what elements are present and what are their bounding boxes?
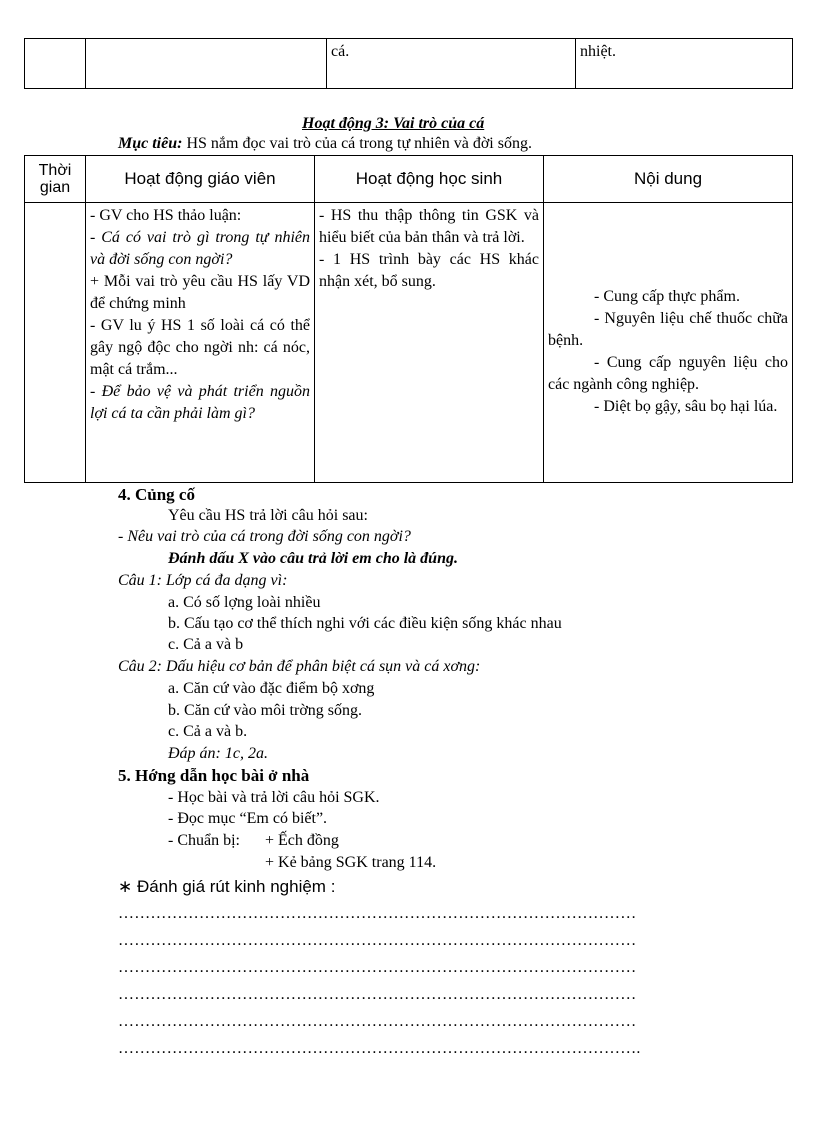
evaluation-heading: ∗ Đánh giá rút kinh nghiệm : — [118, 877, 336, 896]
question-2: Câu 2: Dấu hiệu cơ bản để phân biệt cá sụn và cá xơng: — [118, 658, 481, 675]
evaluation-line: …………………………………………………………………………………… — [118, 986, 637, 1003]
content-line: - Cung cấp nguyên liệu cho các ngành công nghiệp. — [548, 353, 788, 393]
time-cell — [25, 203, 86, 483]
teacher-line: - GV cho HS thảo luận: — [90, 207, 242, 224]
content-line: - Diệt bọ gậy, sâu bọ hại lúa. — [594, 397, 778, 415]
prepare-label: - Chuẩn bị: — [168, 832, 240, 849]
consolidation-instruction: Đánh dấu X vào câu trả lời em cho là đúng. — [168, 550, 458, 567]
homework-item: - Học bài và trả lời câu hỏi SGK. — [168, 789, 380, 806]
teacher-line: - Để bảo vệ và phát triển nguồn lợi cá ta cần phải làm gì? — [90, 383, 310, 422]
header-content: Nội dung — [544, 156, 793, 203]
content-line: - Cung cấp thực phẩm. — [594, 287, 740, 305]
q1-option-c: c. Cả a và b — [168, 636, 244, 653]
q1-option-a: a. Có số lợng loài nhiều — [168, 594, 321, 611]
evaluation-line: …………………………………………………………………………………… — [118, 1013, 637, 1030]
section-5-heading: 5. Hớng dẫn học bài ở nhà — [118, 766, 310, 785]
section-4-heading: 4. Củng cố — [118, 485, 195, 504]
teacher-line: - GV lu ý HS 1 số loài cá có thể gây ngộ độc cho ngời nh: cá nóc, mật cá trắm... — [90, 317, 310, 378]
activity-table — [24, 155, 793, 483]
q2-option-a: a. Căn cứ vào đặc điểm bộ xơng — [168, 680, 375, 697]
previous-table-end — [24, 38, 793, 89]
header-teacher: Hoạt động giáo viên — [86, 156, 315, 203]
content-line: - Nguyên liệu chế thuốc chữa bệnh. — [548, 309, 788, 349]
question-1: Câu 1: Lớp cá đa dạng vì: — [118, 572, 288, 589]
header-time: Thời gian — [25, 156, 86, 203]
teacher-activity-cell — [86, 203, 315, 483]
consolidation-request: Yêu cầu HS trả lời câu hỏi sau: — [168, 507, 368, 524]
teacher-line: - Cá có vai trò gì trong tự nhiên và đời sống con ngời? — [90, 229, 310, 268]
student-line: - 1 HS trình bày các HS khác nhận xét, bổ sung. — [319, 251, 539, 290]
activity-title: Hoạt động 3: Vai trò của cá — [302, 115, 485, 132]
cell-content: nhiệt. — [576, 39, 793, 89]
header-student: Hoạt động học sinh — [315, 156, 544, 203]
q2-option-b: b. Căn cứ vào môi trờng sống. — [168, 702, 362, 719]
consolidation-question: - Nêu vai trò của cá trong đời sống con ngời? — [118, 528, 411, 545]
homework-item: - Đọc mục “Em có biết”. — [168, 810, 328, 827]
evaluation-line: …………………………………………………………………………………… — [118, 959, 637, 976]
prepare-item: + Kẻ bảng SGK trang 114. — [265, 854, 437, 871]
teacher-line: + Mỗi vai trò yêu cầu HS lấy VD để chứng minh — [90, 273, 310, 312]
cell-time — [25, 39, 86, 89]
evaluation-line: …………………………………………………………………………………… — [118, 905, 637, 922]
student-line: - HS thu thập thông tin GSK và hiểu biết của bản thân và trả lời. — [319, 207, 539, 246]
activity-objective: Mục tiêu: HS nắm đọc vai trò của cá trong tự nhiên và đời sống. — [118, 135, 532, 152]
prepare-item: + Ếch đồng — [265, 832, 339, 849]
cell-student: cá. — [327, 39, 576, 89]
student-activity-cell — [315, 203, 544, 483]
cell-teacher — [86, 39, 327, 89]
evaluation-line: …………………………………………………………………………………… — [118, 932, 637, 949]
content-cell — [544, 203, 793, 483]
q1-option-b: b. Cấu tạo cơ thể thích nghi với các điều kiện sống khác nhau — [168, 615, 562, 632]
answer-key: Đáp án: 1c, 2a. — [168, 745, 268, 762]
q2-option-c: c. Cả a và b. — [168, 723, 248, 740]
evaluation-line: ……………………………………………………………………………………. — [118, 1040, 641, 1057]
